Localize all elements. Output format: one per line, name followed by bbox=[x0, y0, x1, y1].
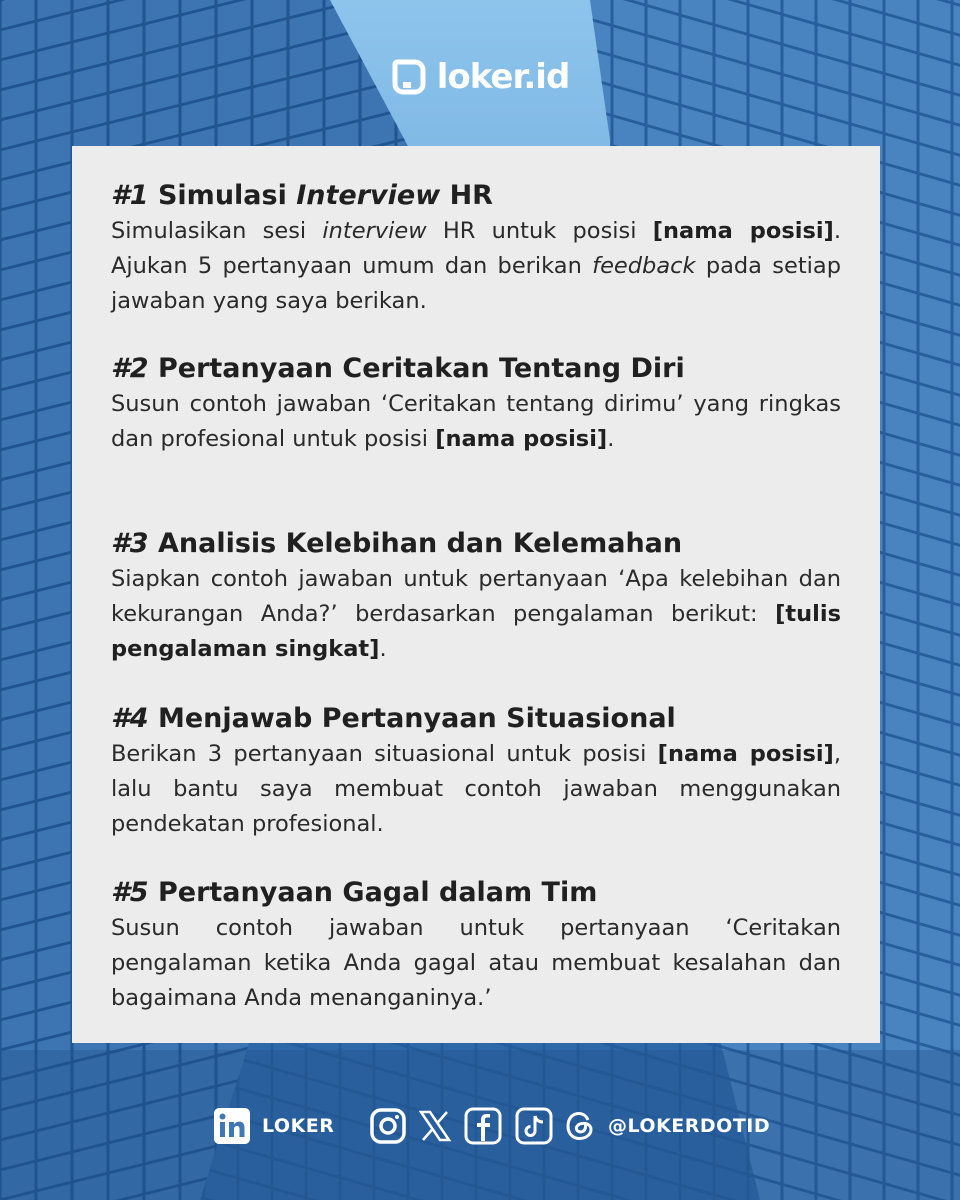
threads-icon bbox=[561, 1107, 599, 1145]
facebook-icon bbox=[464, 1107, 502, 1145]
handle-label: @LOKERDOTID bbox=[608, 1115, 771, 1137]
content-card bbox=[72, 146, 880, 1043]
prompt-section-4 bbox=[111, 701, 841, 842]
section-title: #5 Pertanyaan Gagal dalam Tim bbox=[111, 877, 598, 908]
tiktok-link[interactable] bbox=[515, 1104, 553, 1148]
prompt-section-1 bbox=[111, 178, 841, 319]
linkedin-icon bbox=[213, 1107, 251, 1145]
linkedin-label: LOKER bbox=[262, 1115, 335, 1137]
section-title: #2 Pertanyaan Ceritakan Tentang Diri bbox=[111, 353, 685, 384]
brand-logo bbox=[0, 52, 960, 102]
section-body: Siapkan contoh jawaban untuk pertanyaan ‘Apa kelebihan dan kekurangan Anda?’ berdasarkan pengalaman berikut: [tulis pengalaman singkat]. bbox=[111, 566, 841, 662]
linkedin-link[interactable] bbox=[213, 1104, 334, 1148]
x-icon bbox=[416, 1107, 454, 1145]
brand-name: loker.id bbox=[436, 57, 570, 97]
tiktok-icon bbox=[515, 1107, 553, 1145]
social-handle[interactable] bbox=[608, 1104, 770, 1148]
x-link[interactable] bbox=[416, 1104, 454, 1148]
instagram-link[interactable] bbox=[369, 1104, 407, 1148]
prompt-section-3 bbox=[111, 526, 841, 667]
facebook-link[interactable] bbox=[464, 1104, 502, 1148]
threads-link[interactable] bbox=[561, 1104, 599, 1148]
section-title: #3 Analisis Kelebihan dan Kelemahan bbox=[111, 528, 683, 559]
section-body: Simulasikan sesi interview HR untuk posisi [nama posisi]. Ajukan 5 pertanyaan umum dan berikan feedback pada setiap jawaban yang saya berikan. bbox=[111, 218, 841, 314]
section-title: #1 Simulasi Interview HR bbox=[111, 180, 493, 211]
prompt-section-2 bbox=[111, 351, 841, 457]
loker-logo-icon bbox=[391, 58, 427, 96]
section-body: Berikan 3 pertanyaan situasional untuk posisi [nama posisi], lalu bantu saya membuat contoh jawaban menggunakan pendekatan profesional. bbox=[111, 741, 841, 837]
section-body: Susun contoh jawaban ‘Ceritakan tentang dirimu’ yang ringkas dan profesional untuk posisi [nama posisi]. bbox=[111, 391, 841, 452]
footer-social-bar bbox=[0, 1104, 960, 1148]
prompt-section-5 bbox=[111, 875, 841, 1016]
section-title: #4 Menjawab Pertanyaan Situasional bbox=[111, 703, 676, 734]
section-body: Susun contoh jawaban untuk pertanyaan ‘Ceritakan pengalaman ketika Anda gagal atau membuat kesalahan dan bagaimana Anda menanganinya.’ bbox=[111, 915, 841, 1011]
instagram-icon bbox=[369, 1107, 407, 1145]
